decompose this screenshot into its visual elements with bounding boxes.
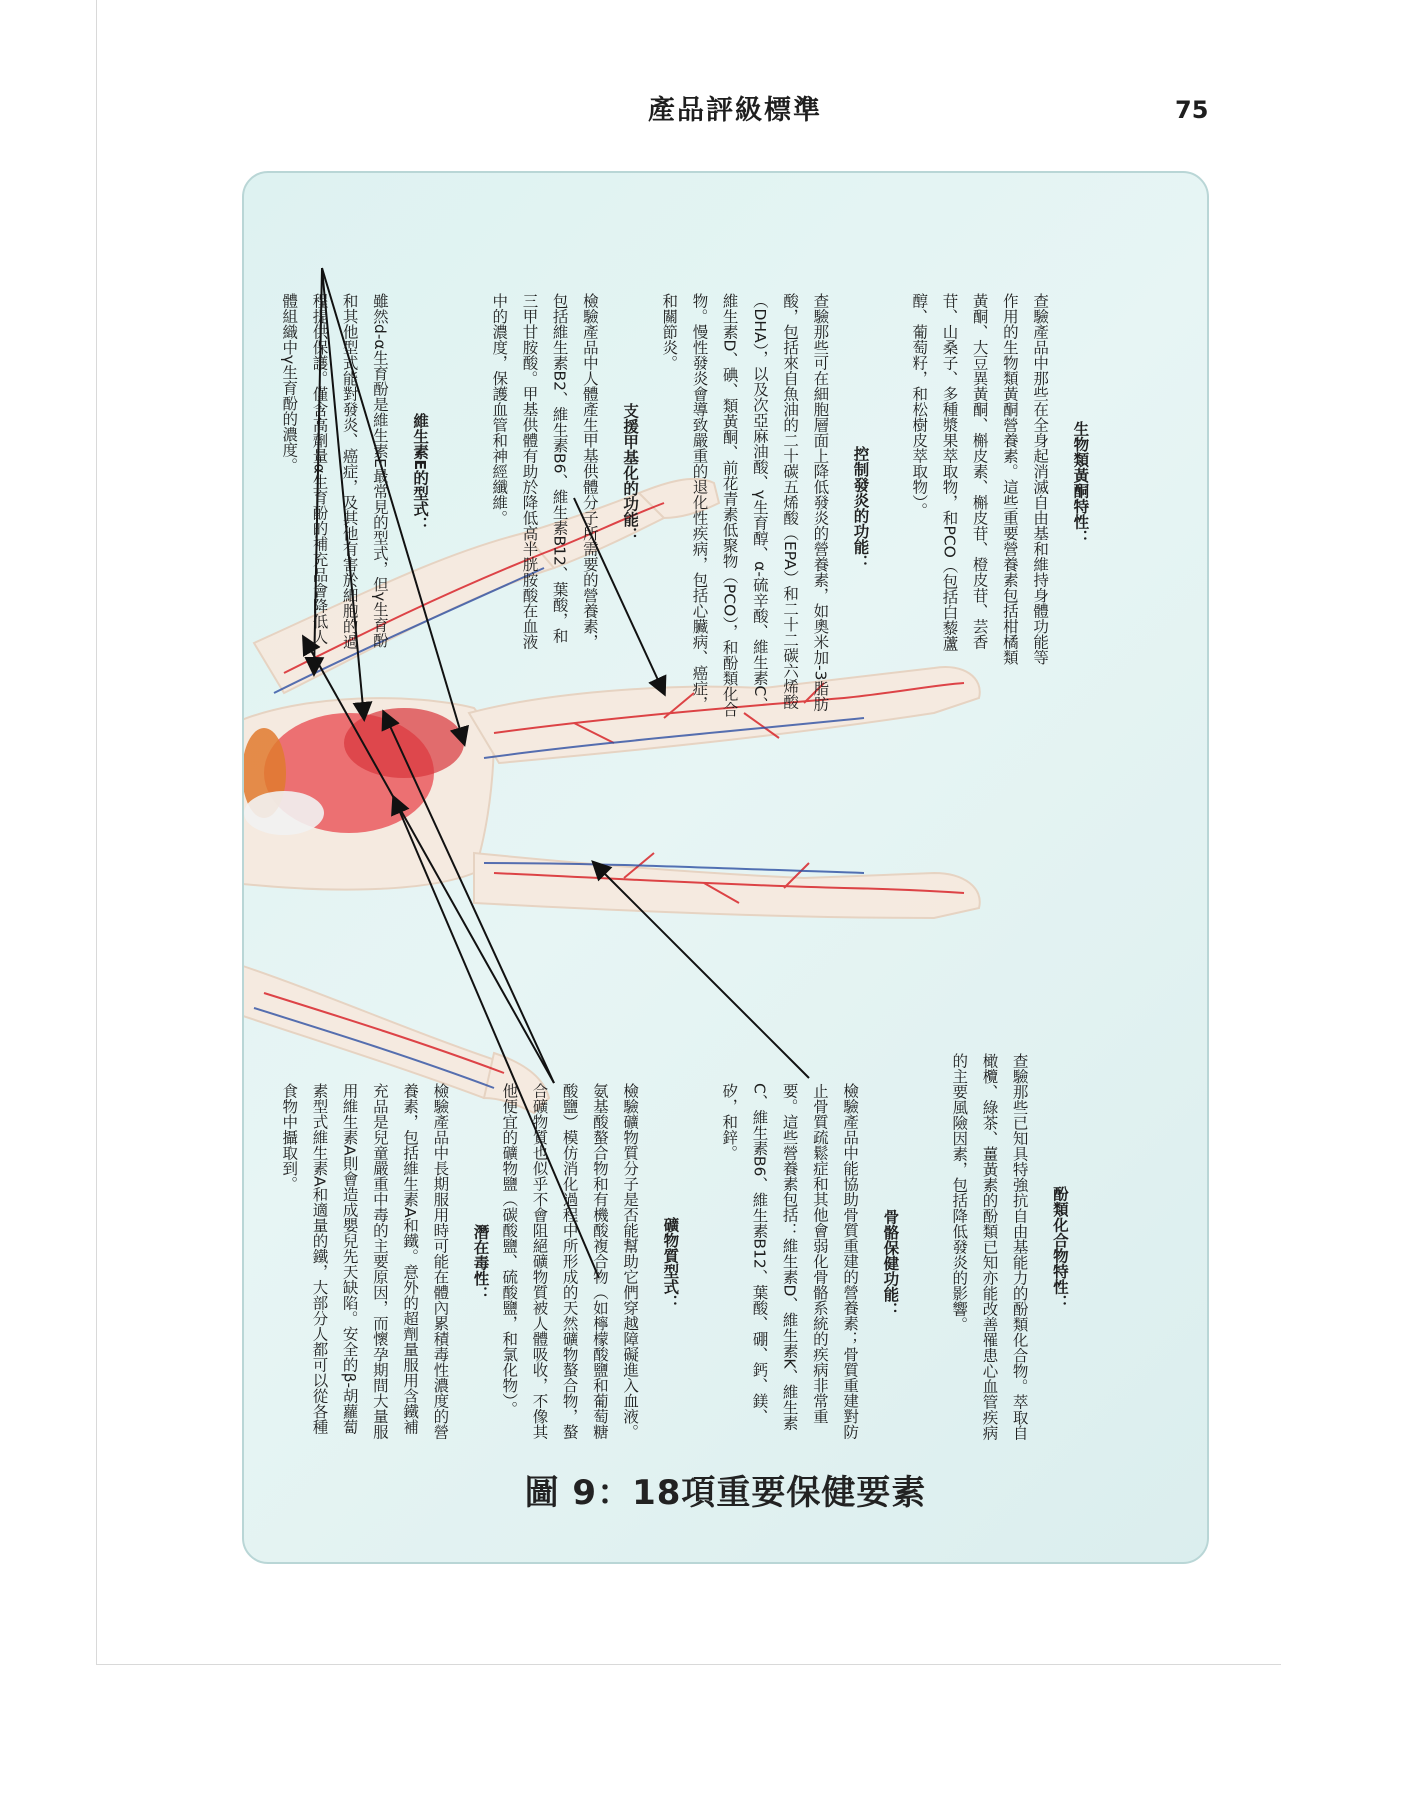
section-body: 查驗那些可在細胞層面上降低發炎的營養素，如奧米加-3脂肪酸，包括來自魚油的二十碳五烯酸（EPA）和二十二碳六烯酸（DHA），以及次亞麻油酸、γ生育醇、α-硫辛酸、維生素C、維生素D、碘、類黃酮、前花青素低聚物（PCO），和酚類化合物。慢性發炎會導致嚴重的退化性疾病，包括心臟病、癌症，和關節炎。: [660, 293, 830, 718]
figure-card: [242, 171, 1209, 1564]
section-heading: 骨骼保健功能：: [881, 1208, 900, 1318]
section-body: 檢驗產品中能協助骨質重建的營養素；骨質重建對防止骨質疏鬆症和其他會弱化骨骼系統的疾病非常重要。這些營養素包括：維生素D、維生素K、維生素C、維生素B6、維生素B12、葉酸、硼、鈣、鎂、矽，和鋅。: [720, 1083, 860, 1440]
page-header-title: 產品評級標準: [648, 95, 822, 126]
section-heading: 控制發炎的功能：: [851, 446, 870, 570]
inflammation-control-section: [654, 293, 876, 723]
section-heading: 潛在毒性：: [471, 1224, 490, 1302]
section-heading: 酚類化合物特性：: [1050, 1186, 1069, 1310]
section-body: 檢驗產品中長期服用時可能在體內累積毒性濃度的營養素，包括維生素A和鐵。意外的超劑量服用含鐵補充品是兒童嚴重中毒的主要原因，而懷孕期間大量服用維生素A則會造成嬰兒先天缺陷。安全的β-胡蘿蔔素型式維生素A和適量的鐵，大部分人都可以從各種食物中攝取到。: [280, 1083, 450, 1440]
methylation-section: [484, 293, 645, 653]
phenolic-compounds-section: [944, 1053, 1075, 1443]
figure-caption: 圖 9：18項重要保健要素: [524, 1473, 927, 1513]
section-body: 檢驗產品中人體產生甲基供體分子所需要的營養素，包括維生素B2、維生素B6、維生素B12、葉酸，和三甲甘胺酸。甲基供體有助於降低高半胱胺酸在血液中的濃度，保護血管和神經纖維。: [490, 293, 599, 650]
section-heading: 支援甲基化的功能：: [621, 403, 640, 543]
section-body: 查驗產品中那些在全身起消滅自由基和維持身體功能等作用的生物類黃酮營養素。這些重要營養素包括柑橘類黃酮、大豆異黃酮、槲皮素、槲皮苷、橙皮苷、芸香苷、山桑子、多種漿果萃取物，和PCO（包括白藜蘆醇、葡萄籽，和松樹皮萃取物）。: [910, 293, 1050, 665]
mineral-forms-section: [494, 1083, 685, 1443]
section-heading: 礦物質型式：: [661, 1216, 680, 1310]
section-body: 雖然d-α生育酚是維生素E最常見的型式，但γ生育酚和其他型式能對發炎、癌症，及其他有害於細胞的過程提供保護。僅含高劑量α生育酚的補充品會降低人體組織中γ生育酚的濃度。: [280, 293, 389, 650]
bioflavonoid-section: [904, 293, 1095, 673]
section-heading: 生物類黃酮特性：: [1071, 421, 1090, 545]
section-heading: 維生素E的型式：: [411, 413, 430, 533]
page-number: 75: [1175, 96, 1209, 124]
vitamin-e-forms-section: [274, 293, 435, 653]
section-body: 查驗那些已知具特強抗自由基能力的酚類化合物。萃取自橄欖、綠茶、薑黃素的酚類已知亦能改善罹患心血管疾病的主要風險因素，包括降低發炎的影響。: [950, 1053, 1029, 1441]
section-body: 檢驗礦物質分子是否能幫助它們穿越障礙進入血液。氨基酸螯合物和有機酸複合物（如檸檬酸鹽和葡萄糖酸鹽）模仿消化過程中所形成的天然礦物螯合物，螯合礦物質也似乎不會阻絕礦物質被人體吸收，不像其他便宜的礦物鹽（碳酸鹽、硫酸鹽，和氯化物）。: [500, 1083, 640, 1440]
potential-toxicity-section: [274, 1083, 496, 1443]
bone-health-section: [714, 1083, 905, 1443]
